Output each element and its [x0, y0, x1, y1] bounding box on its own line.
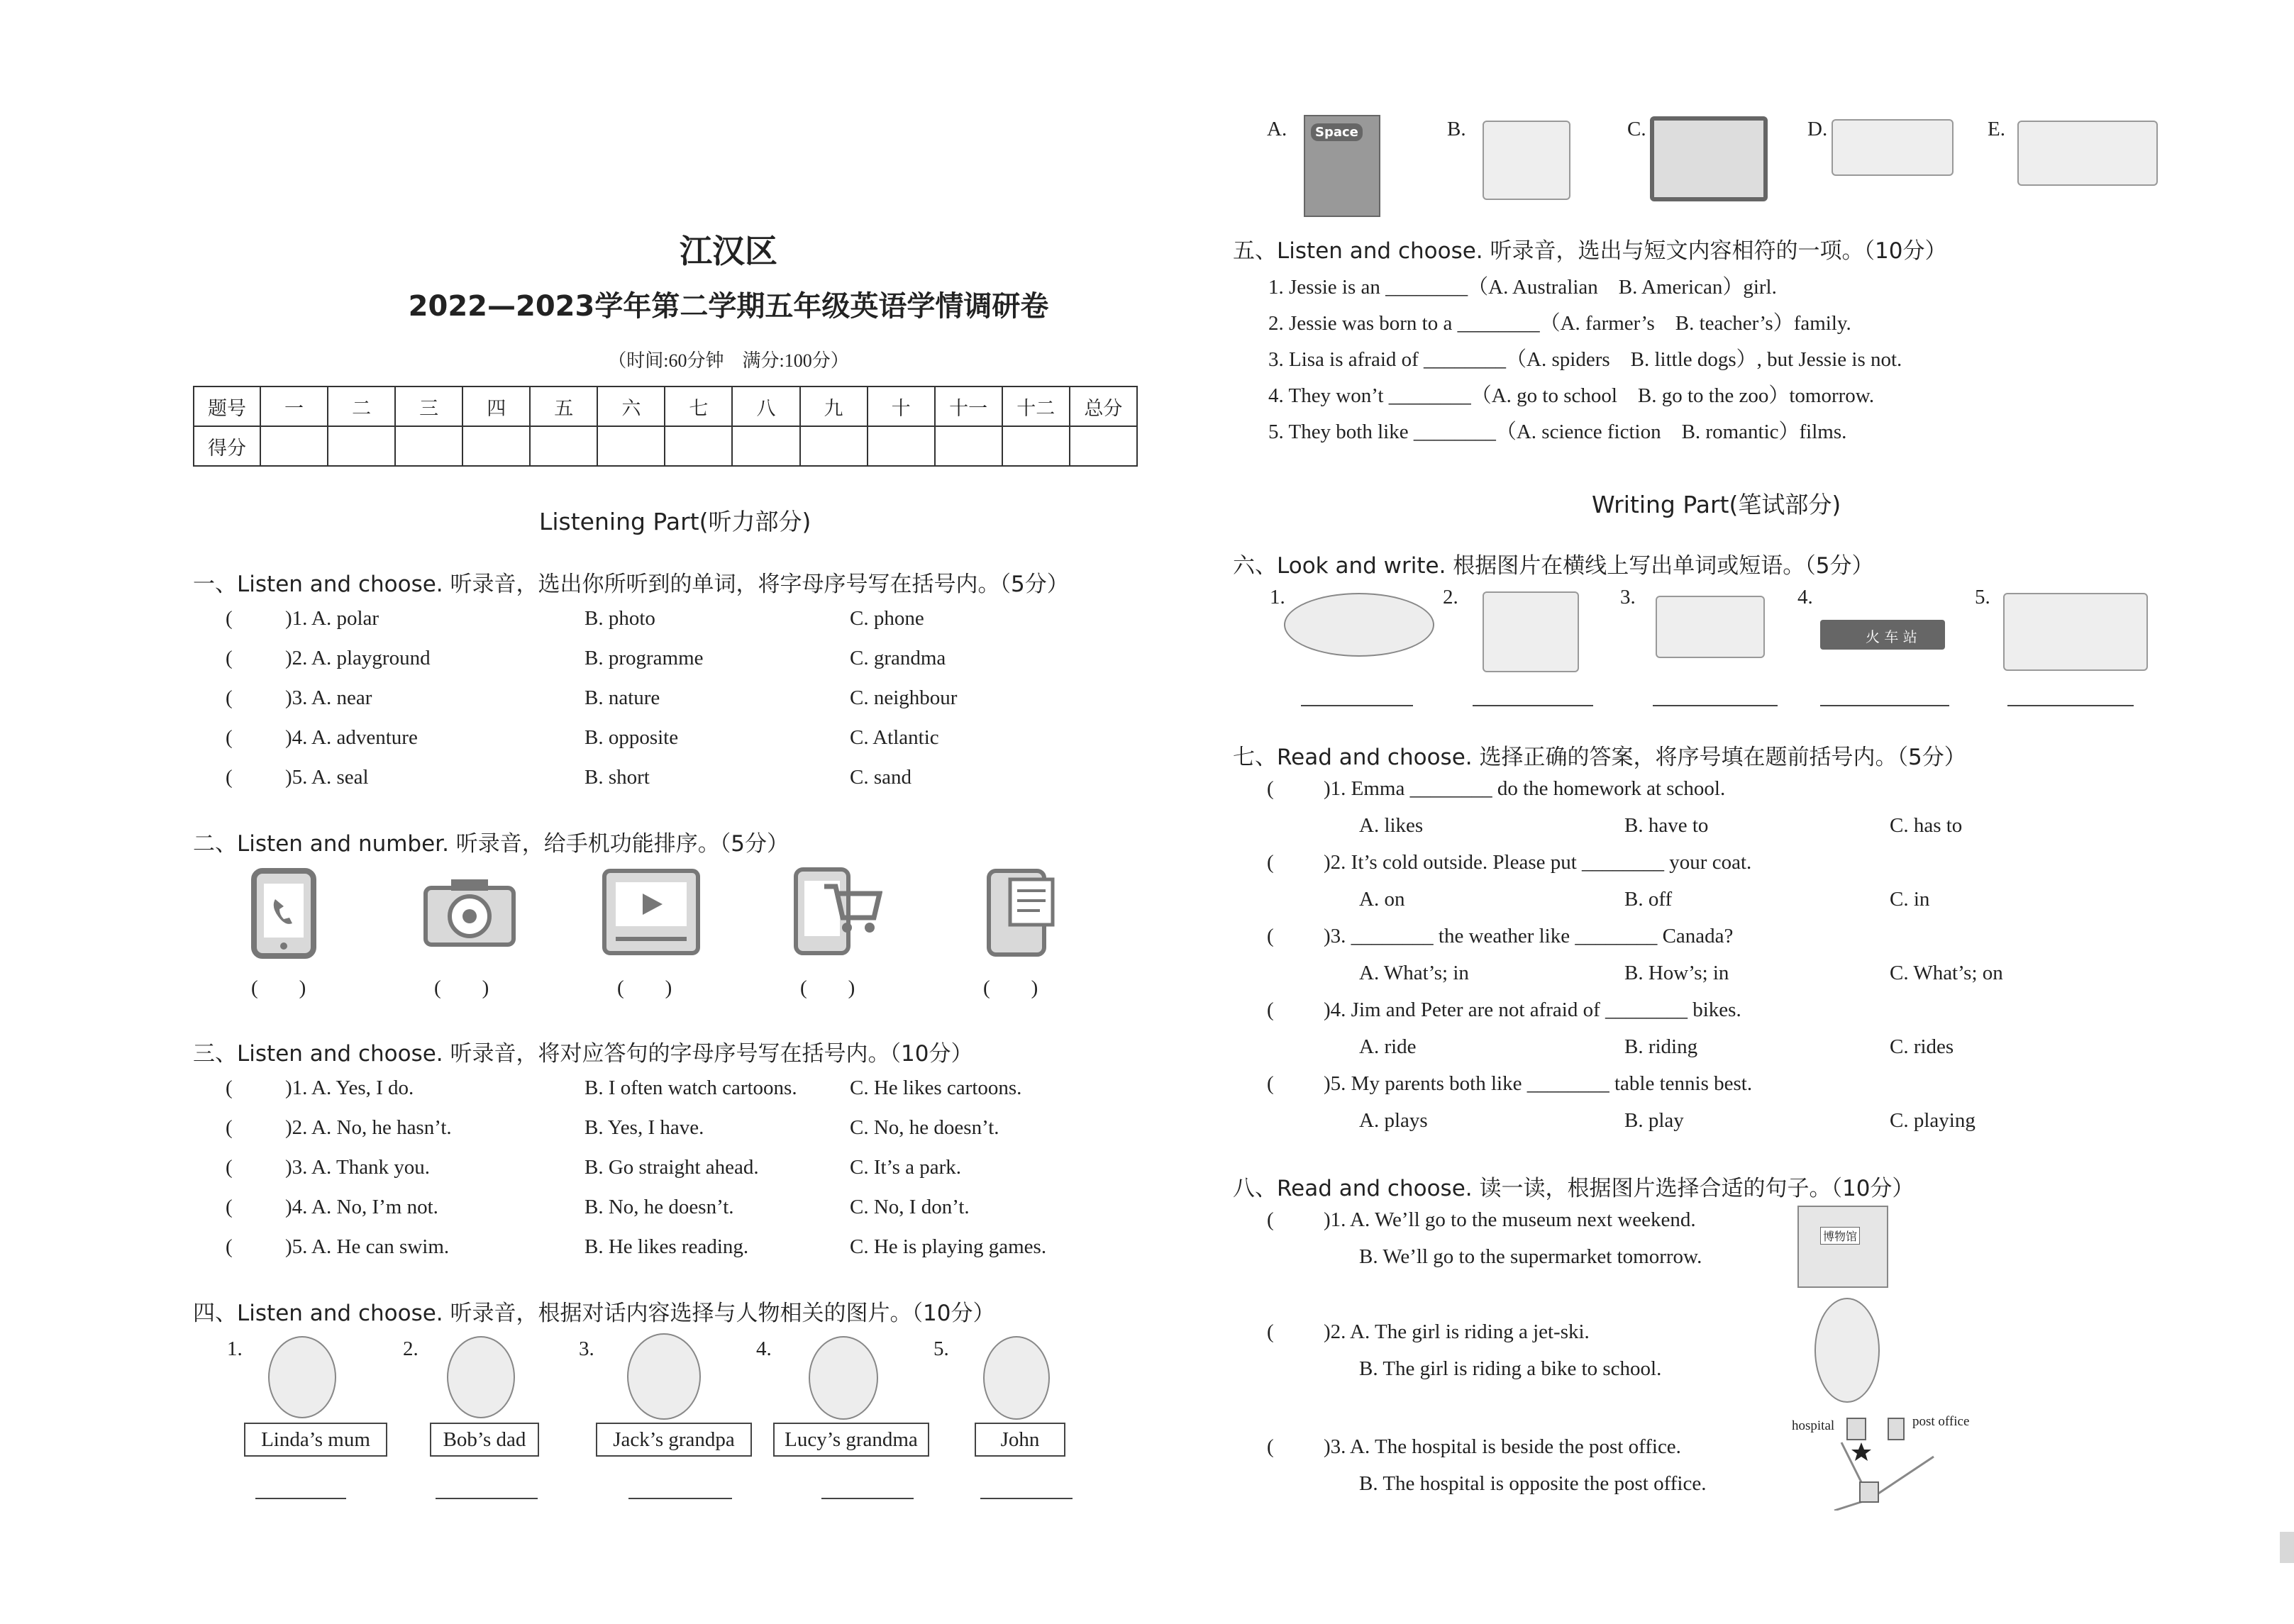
person-number: 5. [933, 1337, 949, 1360]
score-row-label: 得分 [194, 426, 260, 466]
statement: 5. They both like ________（A. science fiction B. romantic）films. [1268, 421, 1847, 443]
fishing-image [2003, 593, 2148, 671]
question-option-c: C. He likes cartoons. [850, 1077, 1022, 1099]
answer-paren[interactable]: ( [1267, 777, 1274, 800]
exam-subtitle: （时间:60分钟 满分:100分） [608, 350, 849, 371]
shopping-cart-phone-icon [793, 865, 882, 957]
score-input-cell[interactable] [328, 426, 395, 466]
option-a: )3. A. The hospital is beside the post office. [1324, 1435, 1681, 1458]
question-option-b: B. nature [584, 686, 660, 709]
answer-paren[interactable]: ( [1267, 1208, 1274, 1231]
question-option-c: C. He is playing games. [850, 1235, 1047, 1258]
answer-paren[interactable]: ( ) [617, 977, 672, 999]
person-number: 4. [756, 1337, 772, 1360]
answer-blank[interactable] [436, 1498, 538, 1499]
option-b: B. How’s; in [1624, 962, 1729, 984]
train-station-sign-image [1820, 620, 1945, 650]
message-phone-icon [986, 867, 1057, 959]
option-c: C. in [1890, 888, 1930, 911]
picture-number: 5. [1975, 586, 1990, 608]
score-table-cell: 三 [395, 386, 462, 426]
question-option-b: B. Go straight ahead. [584, 1156, 759, 1179]
question-option-c: C. sand [850, 766, 911, 789]
score-table-cell: 五 [530, 386, 597, 426]
map-label-hospital: hospital [1792, 1418, 1835, 1433]
score-table-cell: 十 [868, 386, 935, 426]
statement: 4. They won’t ________（A. go to school B. go to the zoo）tomorrow. [1268, 384, 1875, 407]
question-option-b: B. He likes reading. [584, 1235, 749, 1258]
score-input-cell[interactable] [1070, 426, 1137, 466]
district-title: 江汉区 [680, 232, 777, 270]
question-option-c: C. Atlantic [850, 726, 939, 749]
score-table-cell: 七 [665, 386, 732, 426]
score-input-cell[interactable] [665, 426, 732, 466]
phone-call-icon [251, 868, 316, 959]
section-7-heading: 七、Read and choose. 选择正确的答案，将序号填在题前括号内。（5分） [1233, 745, 1966, 770]
question-option-b: B. opposite [584, 726, 679, 749]
answer-paren[interactable]: ( [226, 726, 233, 749]
score-table-cell: 八 [732, 386, 799, 426]
picture-letter: D. [1807, 118, 1828, 140]
option-b: B. play [1624, 1109, 1684, 1132]
museum-image [1797, 1206, 1888, 1288]
answer-paren[interactable]: ( [226, 647, 233, 669]
street-map-image [1792, 1414, 1983, 1511]
question-option-b: B. No, he doesn’t. [584, 1196, 734, 1218]
question-option-a: )3. A. near [285, 686, 372, 709]
person-label: Lucy’s grandma [773, 1423, 929, 1457]
map-label-post-office: post office [1912, 1414, 1970, 1429]
answer-paren[interactable]: ( ) [251, 977, 306, 999]
score-table-cell: 九 [800, 386, 868, 426]
answer-paren[interactable]: ( ) [800, 977, 855, 999]
picture-number: 4. [1797, 586, 1813, 608]
picture-letter: A. [1267, 118, 1287, 140]
score-table-cell: 十二 [1002, 386, 1070, 426]
option-c: C. rides [1890, 1035, 1954, 1058]
section-5-heading: 五、Listen and choose. 听录音，选出与短文内容相符的一项。（10分） [1233, 238, 1947, 264]
question-option-b: B. short [584, 766, 650, 789]
space-book-image [1304, 115, 1380, 217]
score-input-cell[interactable] [732, 426, 799, 466]
option-a: )1. A. We’ll go to the museum next weekend. [1324, 1208, 1696, 1231]
option-b: B. The hospital is opposite the post office. [1359, 1472, 1707, 1495]
score-input-cell[interactable] [462, 426, 530, 466]
score-input-cell[interactable] [868, 426, 935, 466]
answer-blank[interactable] [1820, 705, 1949, 706]
score-table-cell: 二 [328, 386, 395, 426]
answer-blank[interactable] [628, 1498, 732, 1499]
option-a: A. What’s; in [1359, 962, 1469, 984]
answer-paren[interactable]: ( [1267, 999, 1274, 1021]
man-portrait-image [447, 1336, 515, 1418]
jet-ski-girl-image [1814, 1298, 1880, 1403]
question-stem: )3. ________ the weather like ________ Canada? [1324, 925, 1734, 947]
statement: 2. Jessie was born to a ________（A. farmer’s B. teacher’s）family. [1268, 312, 1851, 335]
grandpa-portrait-image [627, 1333, 701, 1420]
question-option-a: )1. A. Yes, I do. [285, 1077, 414, 1099]
question-stem: )5. My parents both like ________ table tennis best. [1324, 1072, 1753, 1095]
question-option-a: )1. A. polar [285, 607, 379, 630]
score-table-score-row [194, 426, 1137, 466]
question-option-a: )2. A. No, he hasn’t. [285, 1116, 452, 1139]
statement: 1. Jessie is an ________（A. Australian B. American）girl. [1268, 276, 1777, 299]
writing-part-heading: Writing Part(笔试部分) [1592, 491, 1841, 518]
answer-paren[interactable]: ( [1267, 851, 1274, 874]
question-option-a: )3. A. Thank you. [285, 1156, 431, 1179]
video-player-icon [602, 868, 701, 956]
question-option-c: C. neighbour [850, 686, 958, 709]
option-b: B. The girl is riding a bike to school. [1359, 1357, 1662, 1380]
person-label: Linda’s mum [244, 1423, 387, 1457]
section-3-heading: 三、Listen and choose. 听录音，将对应答句的字母序号写在括号内。（10分） [193, 1041, 973, 1067]
question-option-b: B. photo [584, 607, 655, 630]
option-a: A. on [1359, 888, 1405, 911]
answer-blank[interactable] [2007, 705, 2134, 706]
score-input-cell[interactable] [395, 426, 462, 466]
question-option-a: )2. A. playground [285, 647, 431, 669]
option-b: B. have to [1624, 814, 1709, 837]
question-option-b: B. Yes, I have. [584, 1116, 704, 1139]
question-option-b: B. programme [584, 647, 704, 669]
section-8-heading: 八、Read and choose. 读一读，根据图片选择合适的句子。（10分） [1233, 1176, 1915, 1201]
person-number: 1. [227, 1337, 243, 1360]
option-c: C. playing [1890, 1109, 1976, 1132]
picture-letter: B. [1447, 118, 1466, 140]
answer-blank[interactable] [1653, 705, 1778, 706]
question-stem: )4. Jim and Peter are not afraid of ________ bikes. [1324, 999, 1741, 1021]
question-option-c: C. No, he doesn’t. [850, 1116, 999, 1139]
question-stem: )1. Emma ________ do the homework at school. [1324, 777, 1726, 800]
question-option-a: )4. A. No, I’m not. [285, 1196, 438, 1218]
statement: 3. Lisa is afraid of ________（A. spiders B. little dogs）, but Jessie is not. [1268, 348, 1902, 371]
answer-paren[interactable]: ( [226, 1116, 233, 1139]
score-input-cell[interactable] [935, 426, 1002, 466]
person-number: 2. [403, 1337, 419, 1360]
camera-icon [423, 877, 516, 947]
answer-blank[interactable] [1301, 705, 1413, 706]
question-option-b: B. I often watch cartoons. [584, 1077, 797, 1099]
score-table-cell: 十一 [935, 386, 1002, 426]
answer-paren[interactable]: ( [1267, 1435, 1274, 1458]
option-b: B. riding [1624, 1035, 1698, 1058]
option-c: C. What’s; on [1890, 962, 2003, 984]
museum-sign-text: 博物馆 [1820, 1227, 1860, 1245]
answer-blank[interactable] [980, 1498, 1073, 1499]
option-c: C. has to [1890, 814, 1963, 837]
score-input-cell[interactable] [1002, 426, 1070, 466]
score-table [193, 386, 1138, 467]
hospital-image [1656, 596, 1765, 658]
lake-image [1284, 593, 1434, 657]
answer-blank[interactable] [255, 1498, 346, 1499]
listening-part-heading: Listening Part(听力部分) [539, 508, 811, 535]
picture-letter: C. [1627, 118, 1646, 140]
picture-letter: E. [1988, 118, 2005, 140]
score-input-cell[interactable] [260, 426, 328, 466]
option-a: A. plays [1359, 1109, 1428, 1132]
answer-paren[interactable]: ( [226, 686, 233, 709]
person-label: John [975, 1423, 1065, 1457]
section-6-heading: 六、Look and write. 根据图片在横线上写出单词或短语。（5分） [1233, 553, 1874, 579]
space-book-title: Space [1311, 123, 1363, 141]
option-a: A. ride [1359, 1035, 1417, 1058]
score-table-cell: 总分 [1070, 386, 1137, 426]
windy-tree-image [1483, 591, 1579, 672]
scrollbar-thumb[interactable] [2280, 1532, 2294, 1563]
answer-paren[interactable]: ( [226, 607, 233, 630]
score-input-cell[interactable] [597, 426, 665, 466]
answer-blank[interactable] [821, 1498, 914, 1499]
question-option-c: C. phone [850, 607, 924, 630]
picture-number: 1. [1270, 586, 1285, 608]
train-station-sign-text: 火 车 站 [1866, 628, 1917, 645]
score-table-cell: 六 [597, 386, 665, 426]
question-option-c: C. No, I don’t. [850, 1196, 970, 1218]
answer-paren[interactable]: ( ) [434, 977, 489, 999]
answer-paren[interactable]: ( [1267, 1320, 1274, 1343]
person-label: Jack’s grandpa [596, 1423, 752, 1457]
score-table-cell: 四 [462, 386, 530, 426]
option-a: )2. A. The girl is riding a jet-ski. [1324, 1320, 1590, 1343]
question-option-c: C. It’s a park. [850, 1156, 962, 1179]
section-2-heading: 二、Listen and number. 听录音，给手机功能排序。（5分） [193, 831, 789, 857]
question-option-a: )4. A. adventure [285, 726, 418, 749]
option-a: A. likes [1359, 814, 1424, 837]
answer-paren[interactable]: ( [226, 1077, 233, 1099]
question-option-a: )5. A. He can swim. [285, 1235, 450, 1258]
shopping-basket-image [1483, 121, 1570, 200]
answer-paren[interactable]: ( [226, 1196, 233, 1218]
score-table-cell: 题号 [194, 386, 260, 426]
section-1-heading: 一、Listen and choose. 听录音，选出你所听到的单词，将字母序号写在括号内。（5分） [193, 572, 1069, 597]
flower-pots-image [1832, 119, 1954, 176]
answer-paren[interactable]: ( [1267, 925, 1274, 947]
school-building-image [2017, 121, 2158, 186]
grandma-portrait-image [809, 1336, 878, 1420]
answer-paren[interactable]: ( [226, 1156, 233, 1179]
woman-portrait-image [268, 1336, 336, 1418]
question-option-c: C. grandma [850, 647, 946, 669]
answer-paren[interactable]: ( [1267, 1072, 1274, 1095]
exam-title: 2022—2023学年第二学期五年级英语学情调研卷 [408, 290, 1049, 323]
answer-paren[interactable]: ( [226, 766, 233, 789]
answer-paren[interactable]: ( [226, 1235, 233, 1258]
question-stem: )2. It’s cold outside. Please put ________ your coat. [1324, 851, 1752, 874]
answer-blank[interactable] [1473, 705, 1593, 706]
score-input-cell[interactable] [800, 426, 868, 466]
person-number: 3. [579, 1337, 594, 1360]
section-4-heading: 四、Listen and choose. 听录音，根据对话内容选择与人物相关的图片。（10分） [193, 1301, 995, 1326]
tv-screen-image [1650, 116, 1768, 201]
person-label: Bob’s dad [430, 1423, 539, 1457]
option-b: B. We’ll go to the supermarket tomorrow. [1359, 1245, 1702, 1268]
option-b: B. off [1624, 888, 1673, 911]
score-table-header-row [194, 386, 1137, 426]
picture-number: 3. [1620, 586, 1636, 608]
score-table-cell: 一 [260, 386, 328, 426]
answer-paren[interactable]: ( ) [983, 977, 1038, 999]
boy-portrait-image [983, 1336, 1050, 1420]
question-option-a: )5. A. seal [285, 766, 369, 789]
score-input-cell[interactable] [530, 426, 597, 466]
picture-number: 2. [1443, 586, 1458, 608]
